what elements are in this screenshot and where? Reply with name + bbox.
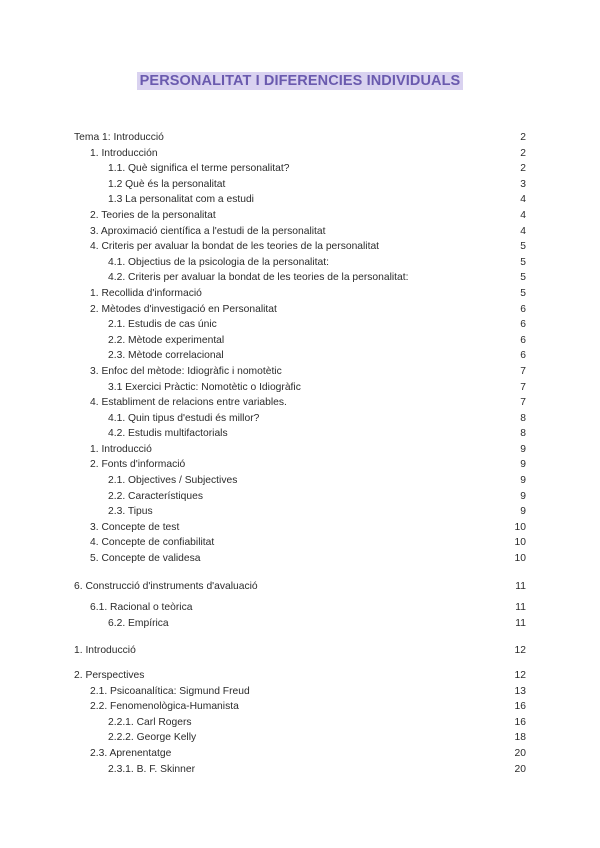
toc-entry-label: 4. Concepte de confiabilitat	[90, 537, 215, 549]
toc-entry-label: 4.1. Quin tipus d'estudi és millor?	[108, 412, 260, 424]
toc-entry[interactable]	[0, 411, 600, 427]
toc-entry-label: 2.3.1. B. F. Skinner	[108, 763, 195, 775]
toc-entry[interactable]	[0, 302, 600, 318]
toc-entry-label: 2.1. Estudis de cas únic	[108, 319, 217, 331]
toc-entry[interactable]	[0, 426, 600, 442]
toc-entry-page: 5	[520, 241, 526, 253]
toc-entry[interactable]	[0, 161, 600, 177]
toc-entry-label: 4.1. Objectius de la psicologia de la personalitat:	[108, 256, 329, 268]
title-wrap	[0, 72, 600, 90]
toc-entry[interactable]	[0, 270, 600, 286]
toc-entry[interactable]	[0, 746, 600, 762]
toc-entry-label: 4.2. Estudis multifactorials	[108, 428, 228, 440]
toc-entry[interactable]	[0, 395, 600, 411]
toc-entry-label: 4. Criteris per avaluar la bondat de les teories de la personalitat	[90, 241, 380, 253]
toc-entry[interactable]	[0, 348, 600, 364]
toc-entry-label: 1. Introducció	[90, 443, 152, 455]
toc-entry-page: 11	[515, 602, 526, 614]
toc-entry[interactable]	[0, 380, 600, 396]
table-of-contents	[0, 130, 600, 777]
toc-entry[interactable]	[0, 177, 600, 193]
toc-entry-page: 10	[514, 521, 526, 533]
toc-entry-page: 6	[520, 350, 526, 362]
toc-entry-label: 2.3. Mètode correlacional	[108, 350, 224, 362]
toc-entry-page: 11	[515, 617, 526, 629]
toc-entry-label: 1.2 Què és la personalitat	[108, 178, 226, 190]
toc-entry[interactable]	[0, 317, 600, 333]
toc-entry[interactable]	[0, 504, 600, 520]
toc-entry-page: 3	[520, 178, 526, 190]
toc-entry-page: 9	[520, 475, 526, 487]
toc-entry[interactable]	[0, 286, 600, 302]
toc-entry-label: 2.2.2. George Kelly	[108, 732, 197, 744]
toc-entry-label: 1. Introducció	[74, 645, 136, 657]
toc-entry[interactable]	[0, 643, 600, 659]
toc-entry[interactable]	[0, 442, 600, 458]
toc-entry-label: 3. Concepte de test	[90, 521, 180, 533]
toc-entry-page: 9	[520, 490, 526, 502]
toc-entry-label: 1.1. Què significa el terme personalitat?	[108, 163, 290, 175]
toc-entry-page: 8	[520, 428, 526, 440]
toc-entry-page: 5	[520, 287, 526, 299]
toc-entry-label: 3. Enfoc del mètode: Idiogràfic i nomotètic	[90, 365, 282, 377]
toc-entry-label: 2. Mètodes d'investigació en Personalitat	[90, 303, 277, 315]
toc-entry-page: 9	[520, 443, 526, 455]
toc-entry[interactable]	[0, 224, 600, 240]
toc-entry-label: 6. Construcció d'instruments d'avaluació	[74, 580, 258, 592]
toc-entry-page: 7	[520, 381, 526, 393]
toc-entry[interactable]	[0, 520, 600, 536]
toc-entry-page: 10	[514, 537, 526, 549]
toc-entry[interactable]	[0, 699, 600, 715]
toc-entry-page: 6	[520, 334, 526, 346]
toc-entry-label: 2.2. Mètode experimental	[108, 334, 225, 346]
toc-entry-page: 8	[520, 412, 526, 424]
toc-entry[interactable]	[0, 730, 600, 746]
toc-entry-page: 5	[520, 272, 526, 284]
toc-entry-page: 12	[514, 670, 526, 681]
toc-entry-page: 4	[520, 225, 526, 237]
toc-entry[interactable]	[0, 192, 600, 208]
toc-entry[interactable]	[0, 551, 600, 567]
toc-entry-page: 20	[514, 763, 526, 775]
toc-entry-page: 12	[514, 645, 526, 657]
toc-entry-page: 4	[520, 194, 526, 206]
toc-entry-label: 1. Introducción	[90, 147, 158, 159]
toc-entry-label: 3.1 Exercici Pràctic: Nomotètic o Idiogràfic	[108, 381, 301, 393]
toc-entry[interactable]	[0, 473, 600, 489]
toc-entry-label: 6.1. Racional o teòrica	[90, 602, 193, 614]
toc-entry-page: 20	[514, 747, 526, 759]
toc-entry[interactable]	[0, 333, 600, 349]
toc-entry[interactable]	[0, 489, 600, 505]
toc-entry[interactable]	[0, 239, 600, 255]
toc-entry-page: 6	[520, 319, 526, 331]
toc-entry[interactable]	[0, 684, 600, 700]
toc-entry-label: 5. Concepte de validesa	[90, 553, 201, 565]
toc-entry[interactable]	[0, 600, 600, 616]
toc-entry[interactable]	[0, 255, 600, 271]
toc-entry-page: 9	[520, 459, 526, 471]
toc-entry-label: 2.1. Psicoanalítica: Sigmund Freud	[90, 685, 250, 697]
toc-entry-label: 2.3. Aprenentatge	[90, 747, 172, 759]
toc-entry-page: 11	[515, 580, 526, 592]
toc-entry-page: 7	[520, 365, 526, 377]
toc-entry-label: 3. Aproximació científica a l'estudi de la personalitat	[90, 225, 326, 237]
toc-entry-label: 2.2.1. Carl Rogers	[108, 716, 192, 728]
toc-entry[interactable]	[0, 616, 600, 632]
toc-entry[interactable]	[0, 668, 600, 684]
toc-entry-label: Tema 1: Introducció	[74, 132, 164, 143]
toc-entry-page: 5	[520, 256, 526, 268]
toc-entry-page: 18	[514, 732, 526, 744]
toc-entry-page: 9	[520, 506, 526, 518]
toc-entry-label: 2. Teories de la personalitat	[90, 209, 216, 221]
toc-entry[interactable]	[0, 146, 600, 162]
toc-entry[interactable]	[0, 457, 600, 473]
toc-entry[interactable]	[0, 579, 600, 595]
document-title: PERSONALITAT I DIFERENCIES INDIVIDUALS	[137, 72, 464, 90]
toc-entry-label: 2.2. Característiques	[108, 490, 204, 502]
toc-entry-label: 4.2. Criteris per avaluar la bondat de les teories de la personalitat:	[108, 272, 409, 284]
toc-entry-label: 1. Recollida d'informació	[90, 287, 202, 299]
toc-entry[interactable]	[0, 762, 600, 778]
toc-entry-label: 2. Perspectives	[74, 670, 145, 681]
toc-entry-page: 2	[520, 132, 526, 143]
toc-entry-page: 10	[514, 553, 526, 565]
toc-entry-label: 2.3. Tipus	[108, 506, 153, 518]
toc-entry-label: 6.2. Empírica	[108, 617, 169, 629]
toc-entry-label: 1.3 La personalitat com a estudi	[108, 194, 254, 206]
toc-entry-label: 2.1. Objectives / Subjectives	[108, 475, 238, 487]
toc-entry-page: 13	[514, 685, 526, 697]
toc-entry[interactable]	[0, 364, 600, 380]
toc-entry[interactable]	[0, 715, 600, 731]
toc-entry-label: 2.2. Fenomenològica-Humanista	[90, 701, 239, 713]
toc-entry-page: 7	[520, 397, 526, 409]
toc-entry-label: 4. Establiment de relacions entre variables.	[90, 397, 287, 409]
toc-entry-page: 16	[514, 701, 526, 713]
toc-entry-page: 6	[520, 303, 526, 315]
toc-entry[interactable]	[0, 130, 600, 146]
toc-entry-page: 2	[520, 163, 526, 175]
toc-entry-page: 2	[520, 147, 526, 159]
toc-entry[interactable]	[0, 208, 600, 224]
toc-entry-label: 2. Fonts d'informació	[90, 459, 186, 471]
toc-entry[interactable]	[0, 535, 600, 551]
toc-entry-page: 16	[514, 716, 526, 728]
toc-entry-page: 4	[520, 209, 526, 221]
